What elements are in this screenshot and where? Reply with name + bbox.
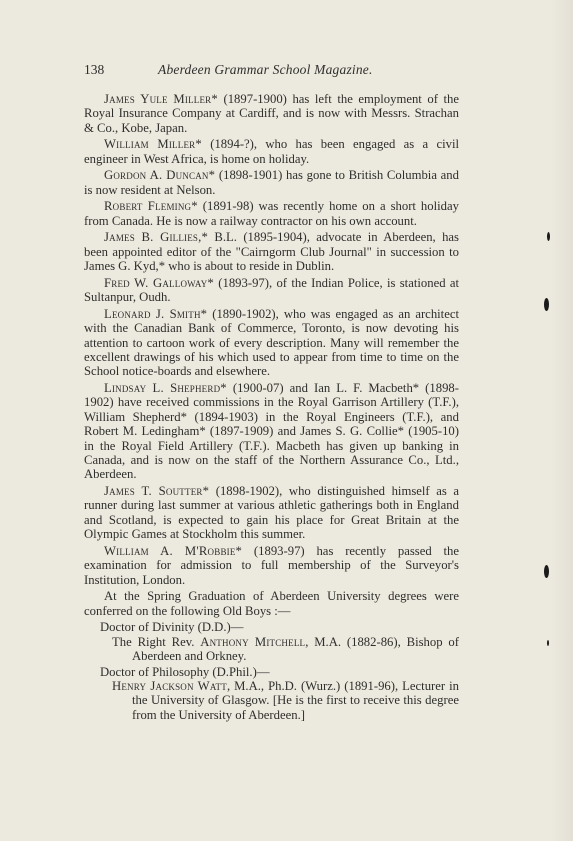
news-item: William Miller* (1894-?), who has been engaged as a civil engineer in West Africa, is home on holiday. (84, 137, 459, 166)
person-name: James Yule Miller* (104, 92, 218, 106)
degree-heading: Doctor of Philosophy (D.Phil.)— (100, 664, 270, 679)
news-item: Leonard J. Smith* (1890-1902), who was engaged as an architect with the Canadian Bank of Commerce, Toronto, is now devoting his attention to cartoon work of every description. Many will remember the excellent drawings of his which used to appear from time to time on the School notice-boards and elsewhere. (84, 306, 459, 379)
person-name: William A. M'Robbie* (104, 543, 243, 558)
person-name: Leonard J. Smith* (104, 306, 208, 321)
person-name: Anthony Mitchell (200, 634, 306, 649)
person-name: James T. Soutter* (104, 484, 210, 499)
news-item: Fred W. Galloway* (1893-97), of the Indian Police, is stationed at Sultanpur, Oudh. (84, 275, 459, 305)
ink-spot (547, 232, 550, 241)
article-body (84, 92, 459, 723)
news-item: James B. Gillies,* B.L. (1895-1904), advocate in Aberdeen, has been appointed editor of the "Cairngorm Club Journal" in succession to James G. Kyd,* who is about to reside in Dublin. (84, 230, 459, 274)
news-item: James Yule Miller* (1897-1900) has left the employment of the Royal Insurance Company at Cardiff, and is now with Messrs. Strachan & Co., Kobe, Japan. (84, 92, 459, 135)
news-item: Robert Fleming* (1891-98) was recently home on a short holiday from Canada. He is now a railway contractor on his own account. (84, 199, 459, 228)
person-name: Henry Jackson Watt (112, 678, 227, 693)
news-item: James T. Soutter* (1898-1902), who distinguished himself as a runner during last summer at various athletic gatherings both in England and Scotland, is expected to gain his place for Great Britain at the Olympic Games at Stockholm this summer. (84, 484, 459, 542)
news-item: Gordon A. Duncan* (1898-1901) has gone to British Columbia and is now resident at Nelson. (84, 168, 459, 197)
degree-recipient: Henry Jackson Watt, M.A., Ph.D. (Wurz.) (1891-96), Lecturer in the University of Glasgow. [He is the first to receive this degree from the University of Aberdeen.] (112, 678, 459, 722)
person-name: Robert Fleming* (104, 199, 198, 214)
person-name: Fred W. Galloway* (104, 275, 214, 290)
graduation-intro: At the Spring Graduation of Aberdeen University degrees were conferred on the following Old Boys :— (84, 589, 459, 618)
ink-spot (544, 298, 549, 311)
ink-spot (544, 565, 549, 578)
page-number: 138 (84, 62, 105, 77)
person-name: William Miller* (104, 137, 202, 152)
news-item: William A. M'Robbie* (1893-97) has recently passed the examination for admission to full membership of the Surveyor's Institution, London. (84, 543, 459, 587)
degree-heading: Doctor of Divinity (D.D.)— (100, 620, 244, 635)
person-name: Lindsay L. Shepherd* (104, 381, 227, 396)
running-title: Aberdeen Grammar School Magazine. (158, 62, 373, 77)
degree-recipient: The Right Rev. Anthony Mitchell, M.A. (1882-86), Bishop of Aberdeen and Orkney. (112, 634, 459, 664)
person-name: James B. Gillies,* (104, 230, 209, 245)
ink-spot (547, 640, 549, 646)
page-edge-shadow (551, 0, 573, 841)
news-item: Lindsay L. Shepherd* (1900-07) and Ian L. F. Macbeth* (1898-1902) have received commissions in the Royal Garrison Artillery (T.F.), William Shepherd* (1894-1903) in the Royal Engineers (T.F.), and Robert M. Ledingham* (1897-1909) and James S. G. Collie* (1905-10) in the Royal Field Artillery (T.F.). Macbeth has given up banking in Canada, and is now on the staff of the Northern Assurance Co., Ltd., Aberdeen. (84, 381, 460, 482)
person-name: Gordon A. Duncan* (104, 168, 216, 183)
